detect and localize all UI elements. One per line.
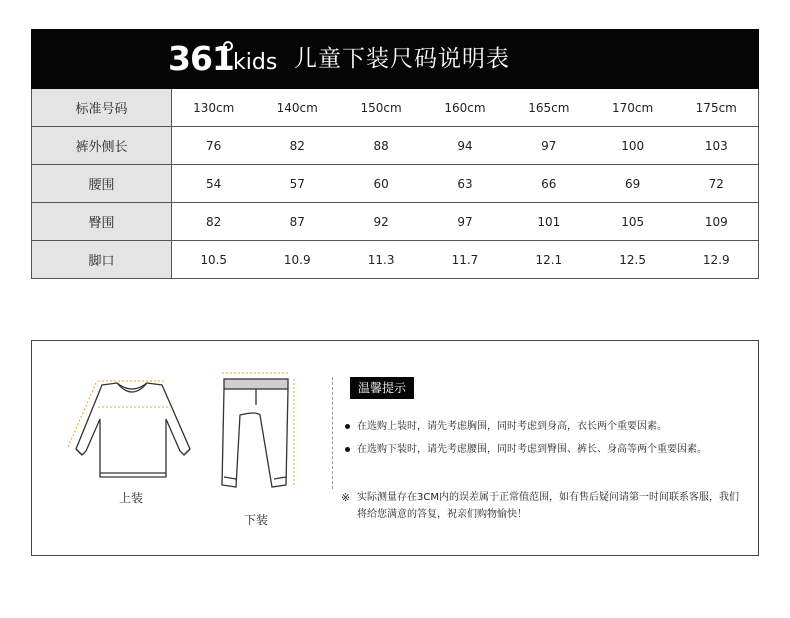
table-row — [32, 203, 759, 241]
table-cell: 12.1 — [507, 241, 591, 279]
table-cell: 63 — [423, 165, 507, 203]
table-cell: 11.7 — [423, 241, 507, 279]
table-cell: 94 — [423, 127, 507, 165]
table-cell: 109 — [675, 203, 759, 241]
row-header: 臀围 — [32, 203, 172, 241]
table-cell: 66 — [507, 165, 591, 203]
table-cell: 150cm — [339, 89, 423, 127]
bullet-icon — [345, 424, 350, 429]
row-header: 腰围 — [32, 165, 172, 203]
table-cell: 12.9 — [675, 241, 759, 279]
table-cell: 69 — [591, 165, 675, 203]
top-garment-illustration — [62, 377, 202, 489]
table-cell: 175cm — [675, 89, 759, 127]
table-cell: 82 — [172, 203, 256, 241]
header-banner — [31, 29, 759, 89]
table-cell: 101 — [507, 203, 591, 241]
table-row — [32, 165, 759, 203]
table-cell: 57 — [255, 165, 339, 203]
pants-waistband — [224, 379, 288, 389]
tips-title: 温馨提示 — [350, 377, 414, 399]
table-cell: 54 — [172, 165, 256, 203]
table-cell: 97 — [423, 203, 507, 241]
note — [341, 489, 747, 523]
divider-line — [332, 377, 333, 489]
table-row — [32, 241, 759, 279]
tip-text: 在选购下装时，请先考虑腰围，同时考虑到臀围、裤长、身高等两个重要因素。 — [357, 444, 707, 455]
table-cell: 88 — [339, 127, 423, 165]
tip-item-bottom — [357, 441, 747, 458]
table-cell: 100 — [591, 127, 675, 165]
table-cell: 10.5 — [172, 241, 256, 279]
logo-number: 361 — [168, 39, 234, 78]
table-cell: 72 — [675, 165, 759, 203]
table-cell: 76 — [172, 127, 256, 165]
table-row — [32, 127, 759, 165]
note-text: 实际测量存在3CM内的误差属于正常值范围，如有售后疑问请第一时间联系客服，我们将给您满意的答复，祝亲们购物愉快！ — [357, 492, 739, 520]
bottom-garment-illustration — [220, 365, 300, 497]
size-chart-table — [31, 89, 759, 279]
bullet-icon — [345, 447, 350, 452]
row-header: 裤外侧长 — [32, 127, 172, 165]
top-garment-label: 上装 — [119, 491, 144, 505]
table-cell: 60 — [339, 165, 423, 203]
logo-degree-mark — [223, 41, 233, 51]
table-cell: 12.5 — [591, 241, 675, 279]
table-cell: 130cm — [172, 89, 256, 127]
table-cell: 11.3 — [339, 241, 423, 279]
pants-outline — [222, 389, 288, 487]
table-cell: 160cm — [423, 89, 507, 127]
table-row — [32, 89, 759, 127]
shirt-collar — [117, 383, 147, 392]
logo-kids-text: kids — [233, 50, 278, 75]
shirt-outline — [76, 383, 190, 477]
tip-item-top — [357, 418, 747, 435]
table-cell: 103 — [675, 127, 759, 165]
table-cell: 170cm — [591, 89, 675, 127]
reference-mark-icon: ※ — [341, 491, 351, 504]
table-cell: 92 — [339, 203, 423, 241]
bottom-garment-label: 下装 — [244, 513, 269, 527]
table-cell: 10.9 — [255, 241, 339, 279]
table-cell: 165cm — [507, 89, 591, 127]
tip-text: 在选购上装时，请先考虑胸围，同时考虑到身高，衣长两个重要因素。 — [357, 421, 667, 432]
row-header: 脚口 — [32, 241, 172, 279]
row-header: 标准号码 — [32, 89, 172, 127]
tips-panel — [31, 340, 759, 556]
table-cell: 105 — [591, 203, 675, 241]
page-title: 儿童下装尺码说明表 — [294, 46, 510, 72]
table-cell: 87 — [255, 203, 339, 241]
table-cell: 97 — [507, 127, 591, 165]
table-cell: 140cm — [255, 89, 339, 127]
table-cell: 82 — [255, 127, 339, 165]
